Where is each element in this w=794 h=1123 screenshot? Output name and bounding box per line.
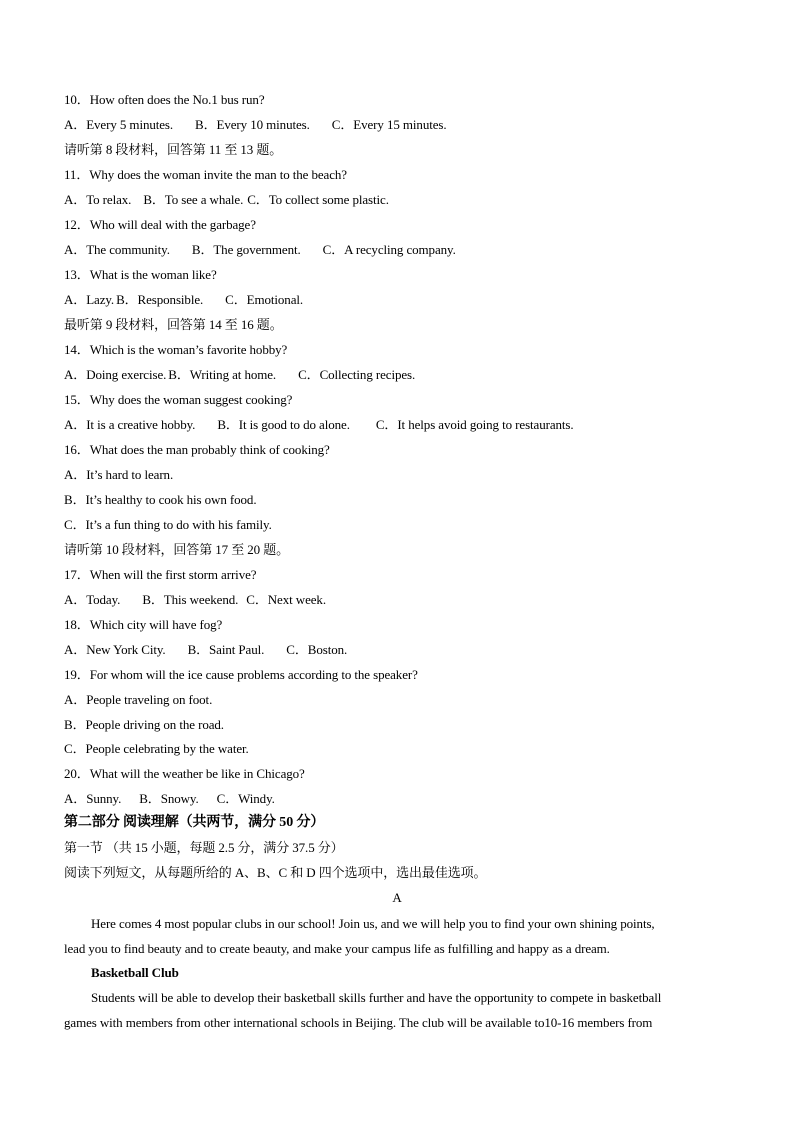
question-17-options <box>64 592 326 608</box>
option-b: B．This weekend. <box>142 592 239 607</box>
question-stem: 13．What is the woman like? <box>64 267 217 282</box>
club-title: Basketball Club <box>91 965 179 980</box>
option-a: A．To relax. <box>64 192 132 207</box>
question-stem: 15．Why does the woman suggest cooking? <box>64 392 293 407</box>
option-a: A．Today. <box>64 592 121 607</box>
question-stem: 11．Why does the woman invite the man to the beach? <box>64 167 347 182</box>
question-11 <box>64 167 347 183</box>
section-instruction-9: 最听第 9 段材料，回答第 14 至 16 题。 <box>64 317 283 332</box>
question-stem: 17．When will the first storm arrive? <box>64 567 257 582</box>
question-13-options <box>64 292 303 308</box>
question-stem: 19．For whom will the ice cause problems according to the speaker? <box>64 667 418 682</box>
option-c: C．Boston. <box>286 642 348 657</box>
option-b: B．It is good to do alone. <box>217 417 350 432</box>
question-16-option-c: C．It’s a fun thing to do with his family. <box>64 517 272 532</box>
question-stem: 16．What does the man probably think of cooking? <box>64 442 330 457</box>
question-19 <box>64 667 418 683</box>
option-b: B．Writing at home. <box>168 367 277 382</box>
question-14 <box>64 342 287 358</box>
question-stem: 20．What will the weather be like in Chicago? <box>64 766 305 781</box>
question-16 <box>64 442 330 458</box>
question-19-option-c: C．People celebrating by the water. <box>64 741 249 756</box>
question-17 <box>64 567 256 583</box>
option-a: A．Every 5 minutes. <box>64 117 174 132</box>
question-20 <box>64 766 305 782</box>
option-c: C．Emotional. <box>225 292 304 307</box>
question-12-options <box>64 242 456 258</box>
option-b: B．To see a whale. <box>143 192 244 207</box>
question-11-options <box>64 192 389 208</box>
club-description-line: Students will be able to develop their basketball skills further and have the opportunity to compete in basketball <box>91 990 662 1005</box>
reading-instruction: 阅读下列短文，从每题所给的 A、B、C 和 D 四个选项中，选出最佳选项。 <box>64 865 487 880</box>
option-b: B．Saint Paul. <box>187 642 265 657</box>
option-b: B．The government. <box>191 242 301 257</box>
question-13 <box>64 267 217 283</box>
question-10 <box>64 92 265 108</box>
question-stem: 14．Which is the woman’s favorite hobby? <box>64 342 288 357</box>
option-c: C．A recycling company. <box>322 242 456 257</box>
section-instruction-10: 请听第 10 段材料，回答第 17 至 20 题。 <box>64 542 290 557</box>
option-b: B．Every 10 minutes. <box>195 117 310 132</box>
option-c: C．Next week. <box>246 592 326 607</box>
option-a: A．Lazy. <box>64 292 115 307</box>
question-18-options <box>64 642 347 658</box>
question-stem: 12．Who will deal with the garbage? <box>64 217 256 232</box>
question-19-option-b: B．People driving on the road. <box>64 717 224 732</box>
question-10-options <box>64 117 447 133</box>
option-a: A．The community. <box>64 242 170 257</box>
option-b: B．Responsible. <box>116 292 204 307</box>
option-c: C．It helps avoid going to restaurants. <box>375 417 574 432</box>
question-15 <box>64 392 292 408</box>
option-c: C．Windy. <box>216 791 275 806</box>
option-b: B．Snowy. <box>139 791 199 806</box>
question-stem: 18．Which city will have fog? <box>64 617 223 632</box>
option-c: C．Collecting recipes. <box>298 367 416 382</box>
question-16-option-b: B．It’s healthy to cook his own food. <box>64 492 257 507</box>
question-20-options <box>64 791 275 807</box>
option-a: A．New York City. <box>64 642 166 657</box>
question-15-options <box>64 417 574 433</box>
option-a: A．It is a creative hobby. <box>64 417 196 432</box>
question-12 <box>64 217 256 233</box>
passage-label: A <box>392 890 402 905</box>
question-14-options <box>64 367 415 383</box>
question-stem: 10．How often does the No.1 bus run? <box>64 92 265 107</box>
option-c: C．To collect some plastic. <box>247 192 389 207</box>
section-instruction-8: 请听第 8 段材料，回答第 11 至 13 题。 <box>64 142 283 157</box>
question-16-option-a: A．It’s hard to learn. <box>64 467 174 482</box>
question-18 <box>64 617 222 633</box>
option-a: A．Doing exercise. <box>64 367 167 382</box>
club-description-line: games with members from other international schools in Beijing. The club will be available to10-16 members from <box>64 1015 653 1030</box>
option-a: A．Sunny. <box>64 791 122 806</box>
option-c: C．Every 15 minutes. <box>331 117 447 132</box>
passage-intro-line: Here comes 4 most popular clubs in our school! Join us, and we will help you to find your own shining points, <box>91 916 655 931</box>
question-19-option-a: A．People traveling on foot. <box>64 692 213 707</box>
section-one-heading: 第一节 （共 15 小题，每题 2.5 分，满分 37.5 分） <box>64 840 344 855</box>
passage-intro-line: lead you to find beauty and to create beauty, and make your campus life as fulfilling and happy as a dream. <box>64 941 610 956</box>
part-two-title: 第二部分 阅读理解（共两节，满分 50 分） <box>64 815 325 830</box>
